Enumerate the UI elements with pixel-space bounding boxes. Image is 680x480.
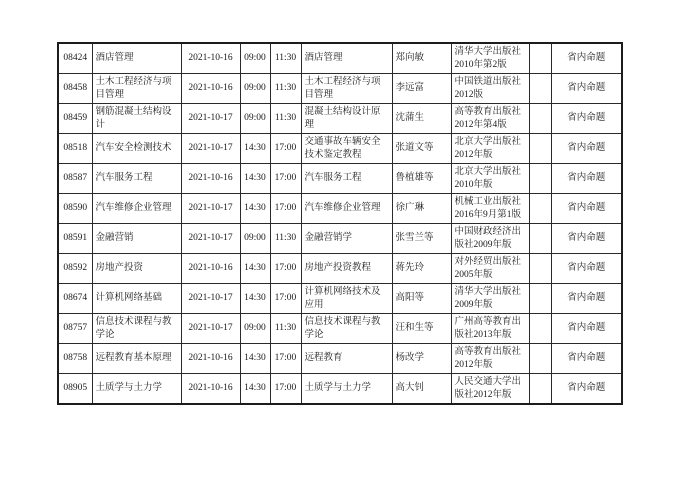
cell-origin: 省内命题 (551, 164, 622, 194)
cell-note (529, 104, 551, 134)
cell-course-name: 金融营销 (92, 224, 181, 254)
cell-start-time: 14:30 (240, 374, 270, 405)
cell-origin: 省内命题 (551, 254, 622, 284)
cell-exam-date: 2021-10-17 (181, 224, 240, 254)
cell-publisher: 北京大学出版社2012年版 (451, 134, 529, 164)
cell-publisher: 北京大学出版社2010年版 (451, 164, 529, 194)
cell-end-time: 11:30 (270, 224, 301, 254)
cell-textbook-name: 土质学与土力学 (301, 374, 392, 405)
cell-note (529, 224, 551, 254)
cell-course-name: 汽车服务工程 (92, 164, 181, 194)
cell-textbook-name: 混凝土结构设计原理 (301, 104, 392, 134)
cell-start-time: 14:30 (240, 134, 270, 164)
cell-exam-date: 2021-10-17 (181, 314, 240, 344)
cell-textbook-name: 交通事故车辆安全技术鉴定教程 (301, 134, 392, 164)
cell-start-time: 14:30 (240, 164, 270, 194)
cell-note (529, 374, 551, 405)
cell-author: 郑向敏 (392, 43, 451, 74)
cell-course-code: 08424 (58, 43, 92, 74)
table-row (58, 134, 622, 164)
cell-author: 徐广琳 (392, 194, 451, 224)
cell-note (529, 194, 551, 224)
cell-publisher: 高等教育出版社2012年版 (451, 344, 529, 374)
cell-textbook-name: 酒店管理 (301, 43, 392, 74)
table-row (58, 344, 622, 374)
cell-textbook-name: 汽车服务工程 (301, 164, 392, 194)
cell-course-name: 土质学与土力学 (92, 374, 181, 405)
cell-author: 张道文等 (392, 134, 451, 164)
cell-start-time: 09:00 (240, 224, 270, 254)
cell-start-time: 09:00 (240, 74, 270, 104)
cell-publisher: 中国铁道出版社2012版 (451, 74, 529, 104)
cell-course-name: 酒店管理 (92, 43, 181, 74)
exam-schedule-table (57, 42, 623, 405)
cell-publisher: 清华大学出版社2009年版 (451, 284, 529, 314)
cell-course-code: 08590 (58, 194, 92, 224)
cell-exam-date: 2021-10-16 (181, 74, 240, 104)
cell-publisher: 中国财政经济出版社2009年版 (451, 224, 529, 254)
cell-start-time: 09:00 (240, 104, 270, 134)
cell-course-code: 08757 (58, 314, 92, 344)
cell-start-time: 14:30 (240, 344, 270, 374)
cell-end-time: 17:00 (270, 194, 301, 224)
cell-textbook-name: 远程教育 (301, 344, 392, 374)
cell-end-time: 17:00 (270, 344, 301, 374)
cell-end-time: 11:30 (270, 43, 301, 74)
cell-publisher: 机械工业出版社2016年9月第1版 (451, 194, 529, 224)
cell-start-time: 14:30 (240, 284, 270, 314)
cell-author: 鲁植雄等 (392, 164, 451, 194)
cell-course-name: 汽车安全检测技术 (92, 134, 181, 164)
cell-note (529, 344, 551, 374)
cell-end-time: 17:00 (270, 134, 301, 164)
cell-course-code: 08905 (58, 374, 92, 405)
cell-course-name: 计算机网络基础 (92, 284, 181, 314)
cell-course-name: 土木工程经济与项目管理 (92, 74, 181, 104)
cell-end-time: 17:00 (270, 254, 301, 284)
cell-end-time: 11:30 (270, 314, 301, 344)
cell-publisher: 高等教育出版社2012年第4版 (451, 104, 529, 134)
cell-end-time: 17:00 (270, 374, 301, 405)
cell-note (529, 314, 551, 344)
table-row (58, 224, 622, 254)
cell-exam-date: 2021-10-16 (181, 344, 240, 374)
cell-course-code: 08459 (58, 104, 92, 134)
cell-note (529, 284, 551, 314)
cell-course-name: 钢筋混凝土结构设计 (92, 104, 181, 134)
cell-author: 蒋先玲 (392, 254, 451, 284)
cell-course-code: 08458 (58, 74, 92, 104)
cell-exam-date: 2021-10-16 (181, 164, 240, 194)
cell-author: 高大钊 (392, 374, 451, 405)
cell-course-name: 汽车维修企业管理 (92, 194, 181, 224)
cell-textbook-name: 信息技术课程与教学论 (301, 314, 392, 344)
cell-origin: 省内命题 (551, 314, 622, 344)
cell-publisher: 广州高等教育出版社2013年版 (451, 314, 529, 344)
cell-textbook-name: 计算机网络技术及应用 (301, 284, 392, 314)
cell-textbook-name: 土木工程经济与项目管理 (301, 74, 392, 104)
cell-exam-date: 2021-10-17 (181, 284, 240, 314)
cell-course-name: 房地产投资 (92, 254, 181, 284)
cell-end-time: 17:00 (270, 164, 301, 194)
cell-course-name: 信息技术课程与教学论 (92, 314, 181, 344)
cell-author: 沈蒲生 (392, 104, 451, 134)
cell-origin: 省内命题 (551, 43, 622, 74)
table-row (58, 254, 622, 284)
cell-origin: 省内命题 (551, 194, 622, 224)
cell-author: 杨改学 (392, 344, 451, 374)
cell-end-time: 17:00 (270, 284, 301, 314)
cell-origin: 省内命题 (551, 224, 622, 254)
cell-start-time: 09:00 (240, 43, 270, 74)
cell-origin: 省内命题 (551, 104, 622, 134)
cell-note (529, 164, 551, 194)
table-row (58, 284, 622, 314)
cell-exam-date: 2021-10-17 (181, 134, 240, 164)
cell-origin: 省内命题 (551, 74, 622, 104)
cell-note (529, 74, 551, 104)
cell-author: 高阳等 (392, 284, 451, 314)
cell-exam-date: 2021-10-16 (181, 374, 240, 405)
cell-author: 李远富 (392, 74, 451, 104)
cell-course-name: 远程教育基本原理 (92, 344, 181, 374)
cell-textbook-name: 金融营销学 (301, 224, 392, 254)
table-row (58, 314, 622, 344)
cell-course-code: 08518 (58, 134, 92, 164)
cell-start-time: 14:30 (240, 194, 270, 224)
cell-exam-date: 2021-10-17 (181, 104, 240, 134)
table-row (58, 164, 622, 194)
cell-origin: 省内命题 (551, 284, 622, 314)
cell-author: 汪和生等 (392, 314, 451, 344)
cell-course-code: 08758 (58, 344, 92, 374)
cell-origin: 省内命题 (551, 344, 622, 374)
cell-publisher: 对外经贸出版社2005年版 (451, 254, 529, 284)
cell-exam-date: 2021-10-16 (181, 43, 240, 74)
cell-origin: 省内命题 (551, 374, 622, 405)
cell-origin: 省内命题 (551, 134, 622, 164)
cell-note (529, 43, 551, 74)
cell-course-code: 08674 (58, 284, 92, 314)
cell-note (529, 134, 551, 164)
cell-note (529, 254, 551, 284)
cell-start-time: 14:30 (240, 254, 270, 284)
cell-course-code: 08591 (58, 224, 92, 254)
table-row (58, 43, 622, 74)
cell-textbook-name: 房地产投资教程 (301, 254, 392, 284)
cell-author: 张雪兰等 (392, 224, 451, 254)
cell-course-code: 08592 (58, 254, 92, 284)
cell-publisher: 清华大学出版社2010年第2版 (451, 43, 529, 74)
cell-textbook-name: 汽车维修企业管理 (301, 194, 392, 224)
cell-end-time: 11:30 (270, 104, 301, 134)
cell-publisher: 人民交通大学出版社2012年版 (451, 374, 529, 405)
table-row (58, 74, 622, 104)
cell-end-time: 11:30 (270, 74, 301, 104)
cell-start-time: 09:00 (240, 314, 270, 344)
table-row (58, 194, 622, 224)
table-row (58, 374, 622, 405)
table-row (58, 104, 622, 134)
cell-exam-date: 2021-10-17 (181, 194, 240, 224)
cell-exam-date: 2021-10-16 (181, 254, 240, 284)
cell-course-code: 08587 (58, 164, 92, 194)
